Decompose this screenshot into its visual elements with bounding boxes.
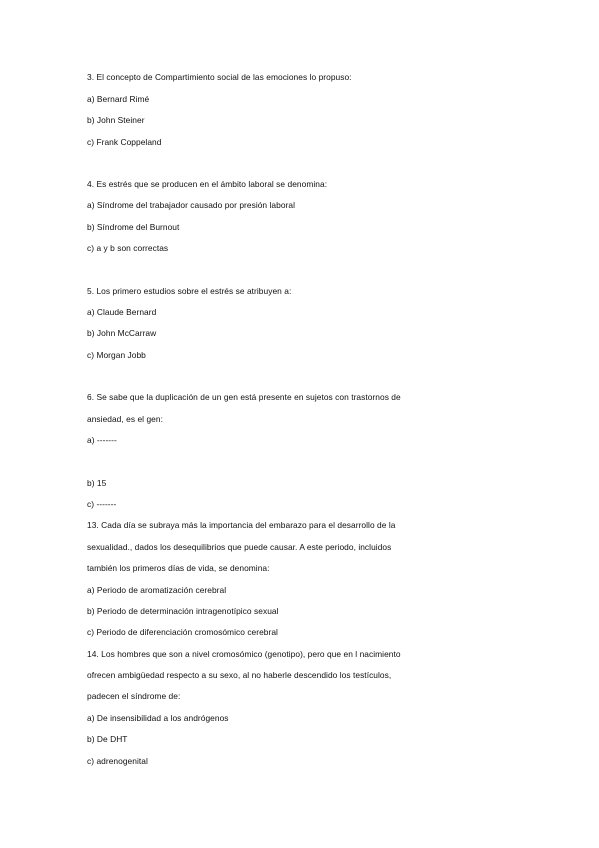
question-5-option-a: a) Claude Bernard — [87, 307, 157, 317]
question-14-option-a: a) De insensibilidad a los andrógenos — [87, 713, 229, 723]
question-3-text: 3. El concepto de Compartimiento social de las emociones lo propuso: — [87, 72, 352, 82]
question-4-text: 4. Es estrés que se producen en el ámbito laboral se denomina: — [87, 179, 328, 189]
question-3-option-a: a) Bernard Rimé — [87, 94, 150, 104]
question-6-text-line-1: 6. Se sabe que la duplicación de un gen está presente en sujetos con trastornos de — [87, 392, 401, 402]
question-14-option-c: c) adrenogenital — [87, 756, 148, 766]
question-5-text: 5. Los primero estudios sobre el estrés se atribuyen a: — [87, 286, 292, 296]
question-5-option-c: c) Morgan Jobb — [87, 350, 146, 360]
question-13-text-line-1: 13. Cada día se subraya más la importancia del embarazo para el desarrollo de la — [87, 520, 396, 530]
question-13-option-a: a) Periodo de aromatización cerebral — [87, 585, 227, 595]
question-3-option-c: c) Frank Coppeland — [87, 137, 162, 147]
question-14-option-b: b) De DHT — [87, 734, 128, 744]
question-6-option-c: c) ------- — [87, 499, 117, 509]
question-13-option-c: c) Periodo de diferenciación cromosómico cerebral — [87, 627, 278, 637]
question-5-option-b: b) John McCarraw — [87, 328, 157, 338]
question-6-option-a: a) ------- — [87, 435, 117, 445]
question-14-text-line-2: ofrecen ambigüedad respecto a su sexo, al no haberle descendido los testículos, — [87, 670, 392, 680]
question-14-text-line-1: 14. Los hombres que son a nivel cromosómico (genotipo), pero que en l nacimiento — [87, 649, 401, 659]
question-13-text-line-2: sexualidad., dados los desequilibrios que puede causar. A este periodo, incluidos — [87, 542, 392, 552]
question-3-option-b: b) John Steiner — [87, 115, 145, 125]
question-13-option-b: b) Periodo de determinación intragenotípico sexual — [87, 606, 279, 616]
question-4-option-c: c) a y b son correctas — [87, 243, 169, 253]
question-4-option-a: a) Síndrome del trabajador causado por presión laboral — [87, 200, 296, 210]
question-6-text-line-2: ansiedad, es el gen: — [87, 414, 163, 424]
question-6-option-b: b) 15 — [87, 478, 107, 488]
question-13-text-line-3: también los primeros días de vida, se denomina: — [87, 563, 270, 573]
question-4-option-b: b) Síndrome del Burnout — [87, 222, 180, 232]
question-14-text-line-3: padecen el síndrome de: — [87, 691, 181, 701]
